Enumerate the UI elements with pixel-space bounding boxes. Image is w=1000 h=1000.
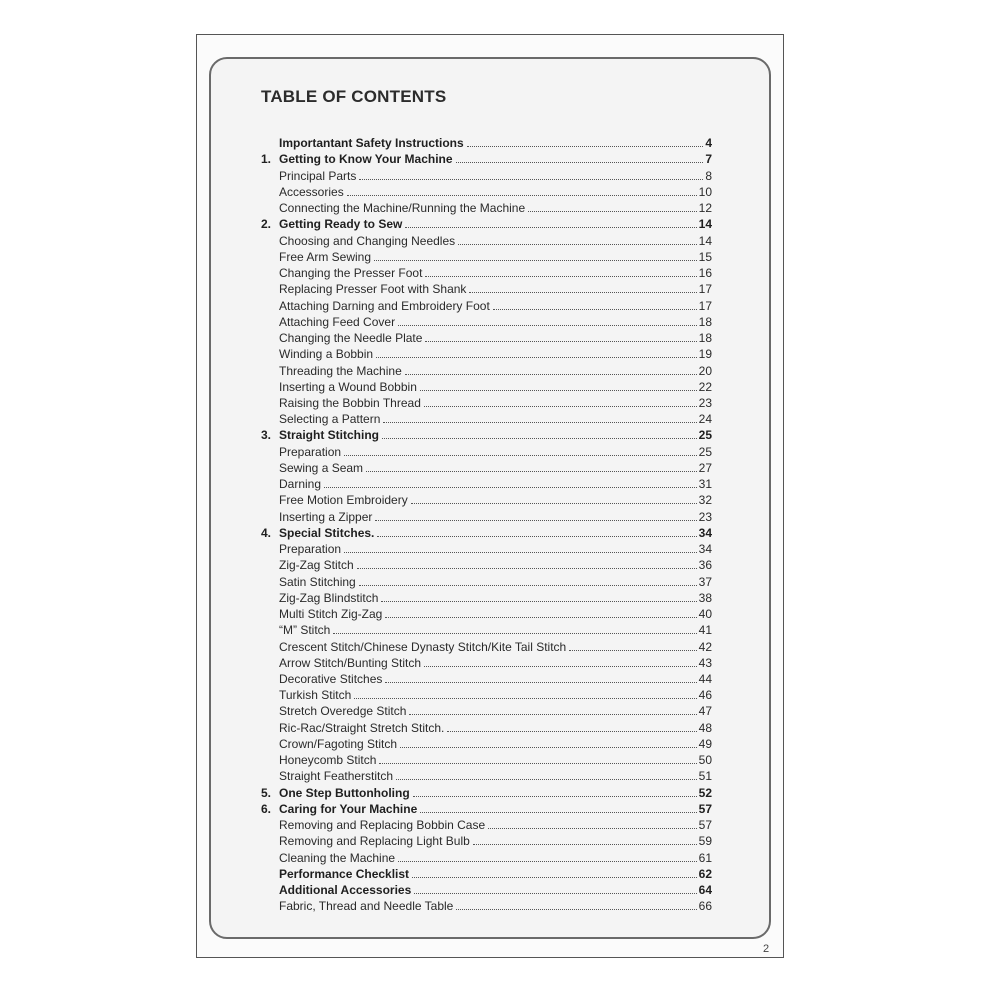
toc-entry	[261, 459, 712, 475]
toc-entry-label: Decorative Stitches	[279, 671, 383, 686]
toc-entry	[261, 378, 712, 394]
toc-entry-page: 46	[698, 688, 712, 703]
toc-entry	[261, 654, 712, 670]
toc-entry-label: Removing and Replacing Light Bulb	[279, 834, 470, 849]
dot-leader	[344, 454, 697, 456]
toc-entry-page: 24	[698, 412, 712, 427]
toc-entry-label: Attaching Feed Cover	[279, 314, 396, 329]
toc-entry-label: Straight Stitching	[279, 428, 379, 443]
dot-leader	[458, 243, 697, 245]
toc-entry-label: Threading the Machine	[279, 363, 402, 378]
toc-entry-page: 20	[698, 363, 712, 378]
toc-entry-page: 49	[698, 736, 712, 751]
toc-entry-label: Crescent Stitch/Chinese Dynasty Stitch/Kite Tail Stitch	[279, 639, 567, 654]
dot-leader	[324, 486, 697, 488]
toc-entry-page: 52	[698, 785, 712, 800]
toc-entry-page: 18	[698, 331, 712, 346]
toc-entry-page: 34	[698, 525, 712, 540]
toc-entry-label: Selecting a Pattern	[279, 412, 381, 427]
toc-entry-page: 57	[698, 801, 712, 816]
dot-leader	[424, 405, 697, 407]
dot-leader	[467, 145, 704, 147]
dot-leader	[377, 535, 696, 537]
toc-entry	[261, 686, 712, 702]
toc-entry-number: 3.	[261, 428, 272, 443]
dot-leader	[409, 713, 696, 715]
toc-entry-label: Winding a Bobbin	[279, 347, 374, 362]
toc-entry-label: Attaching Darning and Embroidery Foot	[279, 298, 490, 313]
toc-entry	[261, 134, 712, 150]
toc-entry	[261, 718, 712, 734]
dot-leader	[488, 827, 697, 829]
dot-leader	[382, 437, 697, 439]
dot-leader	[374, 259, 697, 261]
toc-entry-label: Straight Featherstitch	[279, 769, 394, 784]
toc-entry-page: 44	[698, 671, 712, 686]
toc-entry-label: Special Stitches.	[279, 525, 375, 540]
toc-entry	[261, 540, 712, 556]
toc-entry-label: Turkish Stitch	[279, 688, 352, 703]
toc-entry-page: 25	[698, 444, 712, 459]
dot-leader	[379, 762, 696, 764]
toc-entry	[261, 313, 712, 329]
toc-entry-page: 14	[698, 217, 712, 232]
toc-entry-page: 47	[698, 704, 712, 719]
toc-entry	[261, 751, 712, 767]
toc-entry-label: Getting to Know Your Machine	[279, 152, 453, 167]
toc-entry-label: Choosing and Changing Needles	[279, 233, 456, 248]
page-title: TABLE OF CONTENTS	[261, 87, 447, 106]
toc-entry-number: 2.	[261, 217, 272, 232]
toc-entry	[261, 800, 712, 816]
toc-entry-page: 17	[698, 282, 712, 297]
toc-entry	[261, 670, 712, 686]
toc-entry-page: 17	[698, 298, 712, 313]
toc-entry-label: Inserting a Zipper	[279, 509, 373, 524]
toc-entry-label: Multi Stitch Zig-Zag	[279, 607, 383, 622]
toc-entry-label: Preparation	[279, 542, 342, 557]
toc-list	[261, 134, 712, 913]
toc-entry	[261, 183, 712, 199]
toc-entry-page: 32	[698, 493, 712, 508]
dot-leader	[473, 843, 697, 845]
toc-entry	[261, 832, 712, 848]
toc-entry-label: Satin Stitching	[279, 574, 356, 589]
dot-leader	[400, 746, 697, 748]
dot-leader	[456, 161, 704, 163]
toc-entry-page: 22	[698, 379, 712, 394]
dot-leader	[412, 876, 697, 878]
toc-entry-page: 14	[698, 233, 712, 248]
toc-entry-number: 4.	[261, 525, 272, 540]
dot-leader	[413, 795, 697, 797]
dot-leader	[344, 551, 697, 553]
dot-leader	[425, 275, 696, 277]
toc-entry	[261, 897, 712, 913]
toc-entry-label: Changing the Presser Foot	[279, 266, 423, 281]
toc-entry	[261, 524, 712, 540]
toc-entry-label: Stretch Overedge Stitch	[279, 704, 407, 719]
dot-leader	[405, 226, 696, 228]
dot-leader	[333, 632, 696, 634]
dot-leader	[357, 567, 697, 569]
toc-entry-page: 61	[698, 850, 712, 865]
toc-entry-page: 43	[698, 655, 712, 670]
toc-entry	[261, 329, 712, 345]
toc-entry	[261, 264, 712, 280]
dot-leader	[425, 340, 696, 342]
toc-entry	[261, 345, 712, 361]
toc-entry-label: “M” Stitch	[279, 623, 331, 638]
dot-leader	[456, 908, 696, 910]
toc-entry-label: Preparation	[279, 444, 342, 459]
dot-leader	[420, 389, 697, 391]
toc-entry-label: Darning	[279, 477, 322, 492]
dot-leader	[493, 308, 697, 310]
toc-entry-page: 50	[698, 753, 712, 768]
toc-entry	[261, 475, 712, 491]
toc-entry	[261, 783, 712, 799]
toc-entry-label: Principal Parts	[279, 168, 357, 183]
toc-entry-page: 38	[698, 590, 712, 605]
toc-entry-label: Getting Ready to Sew	[279, 217, 403, 232]
dot-leader	[381, 600, 696, 602]
dot-leader	[569, 649, 696, 651]
toc-entry-page: 41	[698, 623, 712, 638]
toc-entry-number: 6.	[261, 801, 272, 816]
toc-entry-page: 19	[698, 347, 712, 362]
toc-entry	[261, 394, 712, 410]
toc-entry-label: Caring for Your Machine	[279, 801, 418, 816]
toc-entry-page: 15	[698, 249, 712, 264]
toc-entry	[261, 637, 712, 653]
toc-entry-page: 51	[698, 769, 712, 784]
page-number: 2	[763, 943, 770, 955]
toc-entry-label: Raising the Bobbin Thread	[279, 395, 421, 410]
dot-leader	[411, 502, 697, 504]
dot-leader	[424, 665, 697, 667]
toc-entry	[261, 231, 712, 247]
toc-entry-number: 5.	[261, 785, 272, 800]
toc-entry	[261, 199, 712, 215]
toc-entry	[261, 621, 712, 637]
toc-entry-label: Connecting the Machine/Running the Machine	[279, 201, 526, 216]
toc-entry-label: Cleaning the Machine	[279, 850, 396, 865]
toc-entry-label: Additional Accessories	[279, 883, 412, 898]
toc-entry	[261, 166, 712, 182]
toc-entry	[261, 507, 712, 523]
toc-entry-page: 7	[705, 152, 712, 167]
dot-leader	[383, 421, 696, 423]
toc-entry-label: Zig-Zag Stitch	[279, 558, 354, 573]
toc-entry-page: 48	[698, 720, 712, 735]
dot-leader	[359, 584, 697, 586]
toc-entry	[261, 605, 712, 621]
toc-entry	[261, 767, 712, 783]
toc-entry-page: 40	[698, 607, 712, 622]
toc-entry	[261, 150, 712, 166]
toc-entry-label: Ric-Rac/Straight Stretch Stitch.	[279, 720, 445, 735]
toc-entry	[261, 816, 712, 832]
toc-entry-page: 42	[698, 639, 712, 654]
toc-entry-label: One Step Buttonholing	[279, 785, 410, 800]
toc-entry-label: Free Motion Embroidery	[279, 493, 408, 508]
toc-entry-label: Changing the Needle Plate	[279, 331, 423, 346]
dot-leader	[447, 730, 696, 732]
toc-entry	[261, 426, 712, 442]
toc-entry	[261, 572, 712, 588]
toc-entry-page: 12	[698, 201, 712, 216]
toc-entry-page: 23	[698, 395, 712, 410]
dot-leader	[398, 860, 697, 862]
toc-entry-page: 34	[698, 542, 712, 557]
toc-entry	[261, 735, 712, 751]
toc-entry-page: 4	[705, 136, 712, 151]
toc-entry	[261, 442, 712, 458]
dot-leader	[528, 210, 696, 212]
toc-entry-label: Fabric, Thread and Needle Table	[279, 899, 454, 914]
toc-entry	[261, 215, 712, 231]
toc-entry-page: 66	[698, 899, 712, 914]
toc-entry-label: Crown/Fagoting Stitch	[279, 736, 398, 751]
dot-leader	[385, 616, 696, 618]
toc-entry-page: 10	[698, 184, 712, 199]
toc-entry-label: Honeycomb Stitch	[279, 753, 377, 768]
toc-entry-label: Zig-Zag Blindstitch	[279, 590, 379, 605]
toc-entry-page: 59	[698, 834, 712, 849]
toc-entry-page: 62	[698, 866, 712, 881]
dot-leader	[398, 324, 697, 326]
toc-entry-label: Importantant Safety Instructions	[279, 136, 464, 151]
toc-entry-page: 8	[705, 168, 712, 183]
toc-entry-page: 57	[698, 818, 712, 833]
dot-leader	[375, 519, 696, 521]
toc-entry	[261, 556, 712, 572]
toc-entry-page: 23	[698, 509, 712, 524]
toc-entry	[261, 881, 712, 897]
toc-entry-number: 1.	[261, 152, 272, 167]
dot-leader	[420, 811, 696, 813]
toc-entry-page: 18	[698, 314, 712, 329]
toc-entry-label: Inserting a Wound Bobbin	[279, 379, 417, 394]
toc-entry	[261, 410, 712, 426]
dot-leader	[469, 291, 696, 293]
dot-leader	[405, 373, 697, 375]
toc-entry	[261, 361, 712, 377]
toc-entry-label: Accessories	[279, 184, 344, 199]
toc-entry	[261, 280, 712, 296]
dot-leader	[376, 356, 697, 358]
toc-entry-label: Replacing Presser Foot with Shank	[279, 282, 467, 297]
toc-entry-page: 31	[698, 477, 712, 492]
toc-entry-page: 27	[698, 460, 712, 475]
dot-leader	[414, 892, 696, 894]
toc-entry-label: Sewing a Seam	[279, 460, 364, 475]
dot-leader	[359, 178, 703, 180]
toc-entry	[261, 865, 712, 881]
toc-entry	[261, 491, 712, 507]
toc-entry-label: Performance Checklist	[279, 866, 410, 881]
toc-entry-page: 36	[698, 558, 712, 573]
toc-entry	[261, 589, 712, 605]
toc-entry-label: Removing and Replacing Bobbin Case	[279, 818, 486, 833]
toc-entry-page: 64	[698, 883, 712, 898]
document-page	[196, 34, 784, 958]
toc-entry-page: 37	[698, 574, 712, 589]
toc-entry-page: 25	[698, 428, 712, 443]
toc-entry	[261, 848, 712, 864]
toc-entry-label: Free Arm Sewing	[279, 249, 372, 264]
toc-entry	[261, 702, 712, 718]
dot-leader	[354, 697, 696, 699]
contents-panel	[209, 57, 771, 939]
dot-leader	[385, 681, 696, 683]
toc-entry-page: 16	[698, 266, 712, 281]
toc-entry-label: Arrow Stitch/Bunting Stitch	[279, 655, 422, 670]
dot-leader	[347, 194, 697, 196]
dot-leader	[366, 470, 697, 472]
toc-entry	[261, 296, 712, 312]
dot-leader	[396, 778, 697, 780]
toc-entry	[261, 248, 712, 264]
